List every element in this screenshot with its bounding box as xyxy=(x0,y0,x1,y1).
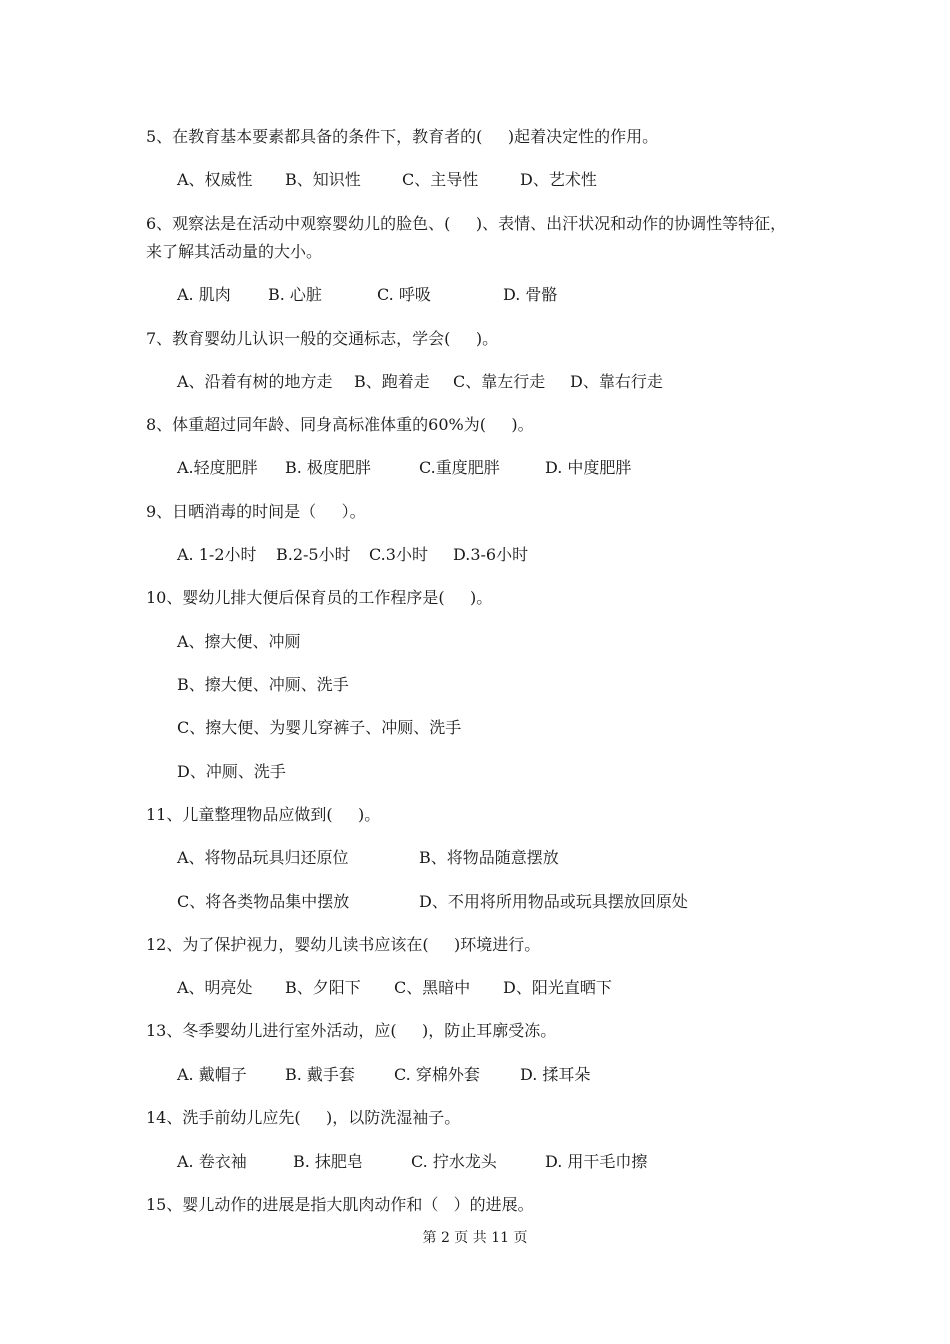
option-c: C.重度肥胖 xyxy=(419,458,500,477)
option-b: B. 戴手套 xyxy=(285,1065,355,1084)
option-d: D. 揉耳朵 xyxy=(520,1065,591,1084)
option-a: A、权威性 xyxy=(177,170,253,189)
option-d: D. 中度肥胖 xyxy=(545,458,632,477)
question-15-stem: 15、婴儿动作的进展是指大肌肉动作和（ ）的进展。 xyxy=(146,1195,534,1214)
question-6-stem-line-1: 6、观察法是在活动中观察婴幼儿的脸色、( )、表情、出汗状况和动作的协调性等特征， xyxy=(146,214,787,233)
question-6-stem-line-2: 来了解其活动量的大小。 xyxy=(146,242,323,261)
question-8-stem: 8、体重超过同年龄、同身高标准体重的60%为( )。 xyxy=(146,415,534,434)
option-d: D、冲厕、洗手 xyxy=(177,762,286,781)
question-7-stem: 7、教育婴幼儿认识一般的交通标志，学会( )。 xyxy=(146,329,499,348)
option-d: D、艺术性 xyxy=(520,170,597,189)
option-c: C、擦大便、为婴儿穿裤子、冲厕、洗手 xyxy=(177,718,462,737)
option-c: C、主导性 xyxy=(402,170,479,189)
option-c: C、将各类物品集中摆放 xyxy=(177,892,350,911)
option-d: D、不用将所用物品或玩具摆放回原处 xyxy=(419,892,688,911)
question-14-stem: 14、洗手前幼儿应先( )，以防洗湿袖子。 xyxy=(146,1108,461,1127)
option-b: B.2-5小时 xyxy=(276,545,351,564)
question-9-stem: 9、日晒消毒的时间是（ ）。 xyxy=(146,502,366,521)
option-a: A.轻度肥胖 xyxy=(177,458,258,477)
option-d: D. 用干毛巾擦 xyxy=(545,1152,648,1171)
option-c: C. 拧水龙头 xyxy=(411,1152,497,1171)
option-d: D. 骨骼 xyxy=(503,285,558,304)
option-c: C.3小时 xyxy=(369,545,428,564)
question-10-stem: 10、婴幼儿排大便后保育员的工作程序是( )。 xyxy=(146,588,493,607)
option-a: A. 戴帽子 xyxy=(177,1065,247,1084)
option-a: A. 肌肉 xyxy=(177,285,231,304)
question-12-stem: 12、为了保护视力，婴幼儿读书应该在( )环境进行。 xyxy=(146,935,541,954)
option-a: A. 1-2小时 xyxy=(177,545,257,564)
option-b: B. 极度肥胖 xyxy=(285,458,371,477)
option-c: C、靠左行走 xyxy=(453,372,546,391)
option-b: B、将物品随意摆放 xyxy=(419,848,559,867)
page-number: 第 2 页 共 11 页 xyxy=(422,1230,528,1246)
option-b: B、夕阳下 xyxy=(285,978,361,997)
option-a: A、沿着有树的地方走 xyxy=(177,372,333,391)
option-b: B. 抹肥皂 xyxy=(293,1152,363,1171)
option-d: D、靠右行走 xyxy=(570,372,663,391)
question-11-stem: 11、儿童整理物品应做到( )。 xyxy=(146,805,381,824)
option-a: A. 卷衣袖 xyxy=(177,1152,247,1171)
option-c: C. 呼吸 xyxy=(377,285,431,304)
option-a: A、将物品玩具归还原位 xyxy=(177,848,349,867)
option-b: B、跑着走 xyxy=(354,372,430,391)
option-b: B. 心脏 xyxy=(268,285,322,304)
option-c: C. 穿棉外套 xyxy=(394,1065,480,1084)
question-5-stem: 5、在教育基本要素都具备的条件下，教育者的( )起着决定性的作用。 xyxy=(146,127,659,146)
option-b: B、知识性 xyxy=(285,170,361,189)
option-a: A、擦大便、冲厕 xyxy=(177,632,301,651)
option-d: D、阳光直晒下 xyxy=(503,978,612,997)
question-13-stem: 13、冬季婴幼儿进行室外活动，应( )，防止耳廓受冻。 xyxy=(146,1021,557,1040)
option-a: A、明亮处 xyxy=(177,978,253,997)
option-d: D.3-6小时 xyxy=(453,545,529,564)
option-c: C、黑暗中 xyxy=(394,978,471,997)
option-b: B、擦大便、冲厕、洗手 xyxy=(177,675,349,694)
